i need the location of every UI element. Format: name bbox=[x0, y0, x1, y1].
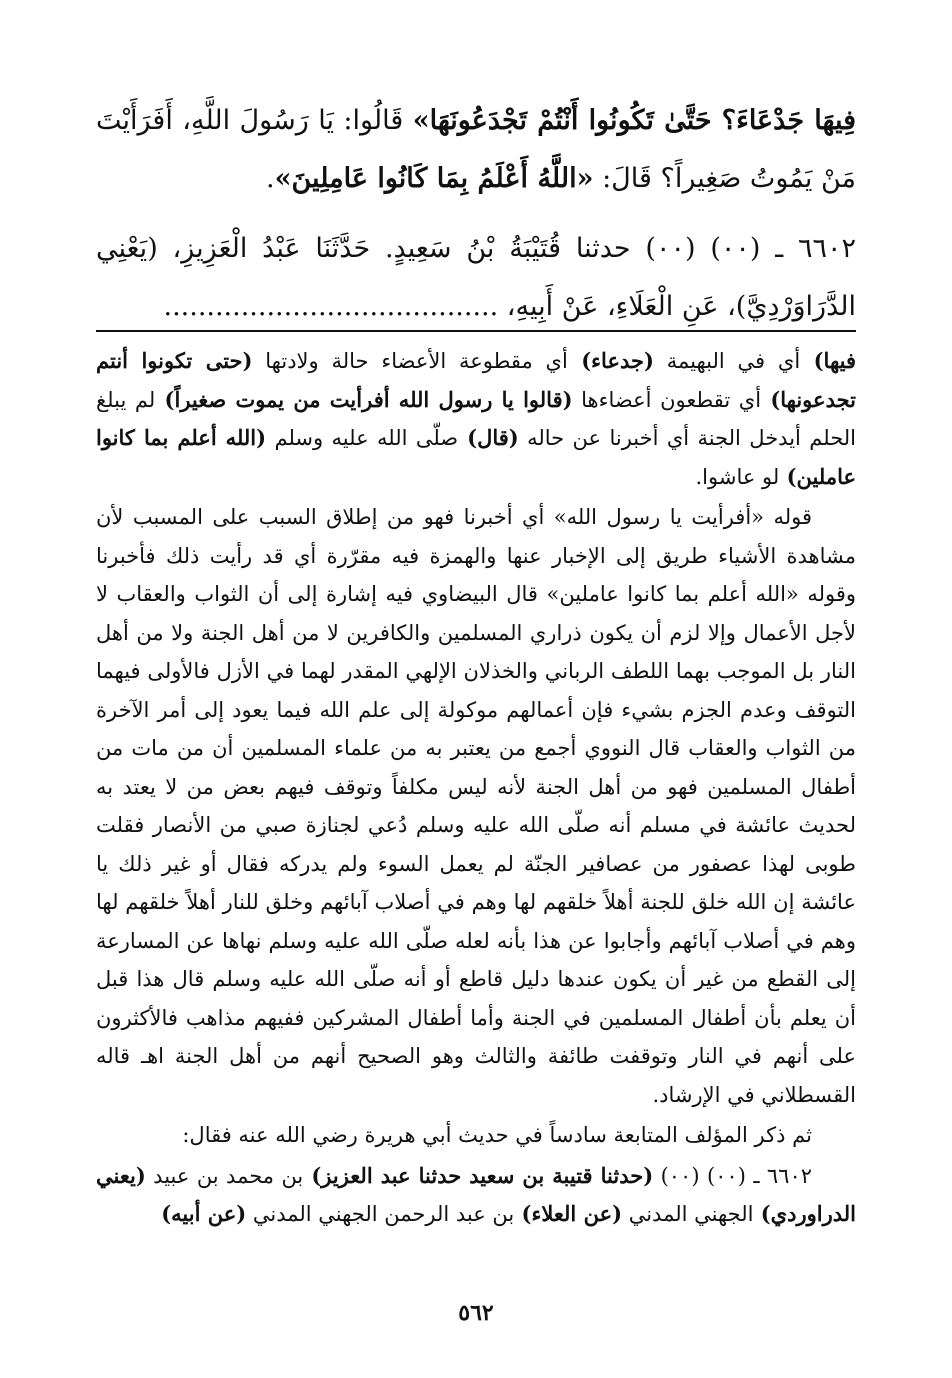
commentary-paragraph-1 bbox=[96, 342, 856, 496]
quoted-phrase: (يعني الدراوردي) bbox=[96, 1162, 856, 1226]
matn-text: . bbox=[266, 163, 275, 194]
hadith-isnad-paragraph bbox=[96, 220, 856, 336]
quoted-phrase: (جدعاء) bbox=[567, 348, 654, 373]
isnad-text: ٦٦٠٢ ـ (٠٠) (٠٠) حدثنا قُتَيْبَةُ بْنُ سَعِيدٍ. حَدَّثَنَا عَبْدُ الْعَزِيزِ، (يَعْنِي الدَّرَاوَرْدِيَّ)، عَنِ الْعَلَاءِ، عَنْ أَبِيهِ، bbox=[96, 233, 857, 322]
quoted-phrase: (عن أبيه) bbox=[161, 1201, 247, 1226]
page-number: ٥٦٢ bbox=[458, 1300, 494, 1326]
quoted-phrase: (قالوا يا رسول الله أفرأيت من يموت صغيراً) bbox=[155, 386, 573, 412]
quoted-phrase: (الله أعلم بما كانوا عاملين) bbox=[96, 425, 856, 489]
quoted-phrase: (عن العلاء) bbox=[514, 1201, 623, 1226]
explanation-text: الجهني المدني bbox=[622, 1202, 754, 1226]
explanation-text: بن محمد بن عبيد bbox=[145, 1163, 304, 1188]
hadith-matn-paragraph bbox=[96, 92, 856, 208]
explanation-text: أي تقطعون أعضاءها bbox=[572, 387, 762, 412]
dotted-leader: ....................................... bbox=[163, 291, 499, 322]
hadith-text-block bbox=[96, 92, 856, 336]
commentary-paragraph-2: قوله «أفرأيت يا رسول الله» أي أخبرنا فهو من إطلاق السبب على المسبب لأن مشاهدة الأشياء طريق إلى الإخبار عنها والهمزة فيه مقرّرة أي قد رأيت ذلك فأخبرنا وقوله «الله أعلم بما كانوا عاملين» قال البيضاوي فيه إشارة إلى أن الثواب والعقاب لا لأجل الأعمال وإلا لزم أن يكون ذراري المسلمين والكافرين لا من أهل الجنة ولا من أهل النار بل الموجب بهما اللطف الرباني والخذلان الإلهي المقدر لهما في الأزل فالأولى فيهما التوقف وعدم الجزم بشيء فإن أعمالهم موكولة إلى علم الله فيما يعود إلى أمر الآخرة من الثواب والعقاب قال النووي أجمع من يعتبر به من علماء المسلمين أن من مات من أطفال المسلمين فهو من أهل الجنة لأنه ليس مكلفاً وتوقف فيهم بعض من لا يعتد به لحديث عائشة في مسلم أنه صلّى الله عليه وسلم دُعي لجنازة صبي من الأنصار فقلت طوبى لهذا عصفور من عصافير الجنّة لم يعمل السوء ولم يدركه فقال أو غير ذلك يا عائشة إن الله خلق للجنة أهلاً خلقهم لها وهم في أصلاب آبائهم وخلق للنار أهلاً خلقهم لها وهم في أصلاب آبائهم وأجابوا عن هذا بأنه لعله صلّى الله عليه وسلم نهاها عن المسارعة إلى القطع من غير أن يكون عندها دليل قاطع أو أنه صلّى الله عليه وسلم قال هذا قبل أن يعلم بأن أطفال المسلمين في الجنة وأما أطفال المشركين ففيهم مذاهب فالأكثرون على أنهم في النار وتوقفت طائفة والثالث وهو الصحيح أنهم من أهل الجنة اهـ قاله القسطلاني في الإرشاد. bbox=[96, 505, 856, 1107]
matn-quote: «اللَّهُ أَعْلَمُ بِمَا كَانُوا عَامِلِينَ» bbox=[274, 163, 594, 194]
quoted-phrase: (حدثنا قتيبة بن سعيد حدثنا عبد العزيز) bbox=[303, 1162, 654, 1188]
quoted-phrase: (قال) bbox=[458, 425, 519, 450]
explanation-text: بن عبد الرحمن الجهني المدني bbox=[246, 1202, 515, 1226]
commentary-block bbox=[96, 342, 856, 1234]
explanation-text: أي مقطوعة الأعضاء حالة ولادتها bbox=[252, 349, 568, 373]
commentary-paragraph-3: ثم ذكر المؤلف المتابعة سادساً في حديث أبي هريرة رضي الله عنه فقال: bbox=[182, 1123, 812, 1147]
explanation-text: أي في البهيمة bbox=[653, 349, 801, 373]
explanation-text: لم يبلغ الحلم أيدخل الجنة أي أخبرنا عن حاله bbox=[96, 387, 856, 450]
commentary-paragraph-4 bbox=[96, 1157, 856, 1234]
explanation-text: ٦٦٠٢ ـ (٠٠) (٠٠) bbox=[653, 1163, 813, 1188]
explanation-text: صلّى الله عليه وسلم bbox=[266, 426, 459, 450]
explanation-text: لو عاشوا. bbox=[695, 464, 780, 489]
matn-text: فِيهَا جَدْعَاءَ؟ bbox=[711, 105, 856, 136]
matn-text: قَالُوا: يَا رَسُولَ اللَّهِ، أَفَرَأَيْتَ مَنْ يَمُوتُ صَغِيراً؟ قَالَ: bbox=[96, 105, 856, 194]
footnote-separator-line bbox=[96, 330, 856, 332]
matn-quote: حَتَّىٰ تَكُونُوا أَنْتُمْ تَجْدَعُونَهَا» bbox=[412, 105, 712, 136]
quoted-phrase: فيها) bbox=[800, 348, 857, 373]
quoted-phrase: (حتى تكونوا أنتم تجدعونها) bbox=[96, 348, 856, 412]
